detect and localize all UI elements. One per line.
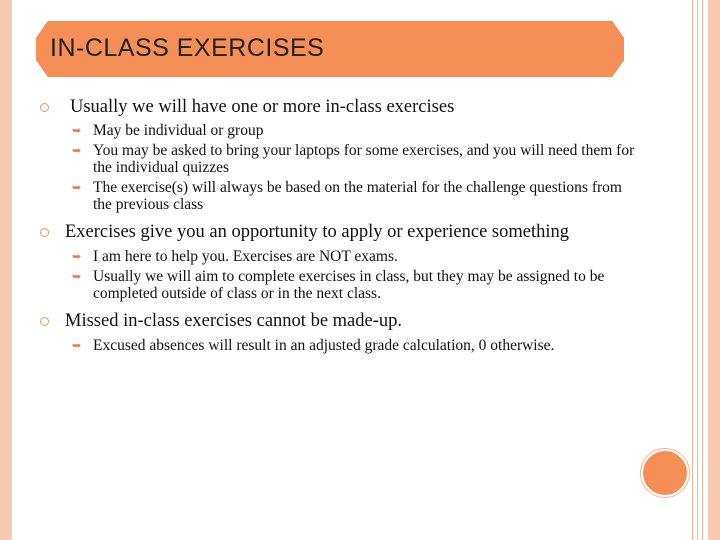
bullet-item [40,96,640,118]
sub-bullet-item [40,142,640,176]
bullet-text: Missed in-class exercises cannot be made-up. [65,311,403,331]
arrow-bullet-icon: ➥ [72,271,82,283]
hollow-circle-icon [40,317,49,326]
sub-bullet-text: You may be asked to bring your laptops for some exercises, and you will need them for the individual quizzes [93,142,635,176]
bullet-list [40,96,640,354]
arrow-bullet-icon: ➥ [72,125,82,137]
sub-bullet-item [40,337,640,354]
right-border-decoration [708,0,720,540]
bullet-item [40,310,640,332]
arrow-bullet-icon: ➥ [72,340,82,352]
right-border-line [692,0,693,540]
sub-bullet-text: Usually we will aim to complete exercises in class, but they may be assigned to be completed outside of class or in the next class. [93,268,605,302]
left-border-decoration [0,0,12,540]
hollow-circle-icon [40,228,49,237]
bullet-text: Exercises give you an opportunity to apply or experience something [65,222,569,242]
sub-bullet-item [40,179,640,213]
arrow-bullet-icon: ➥ [72,145,82,157]
right-border-line [697,0,698,540]
slide-title: IN-CLASS EXERCISES [50,34,325,62]
sub-bullet-text: Excused absences will result in an adjusted grade calculation, 0 otherwise. [93,337,555,354]
arrow-bullet-icon: ➥ [72,182,82,194]
sub-bullet-item [40,248,640,265]
arrow-bullet-icon: ➥ [72,251,82,263]
sub-bullet-text: The exercise(s) will always be based on the material for the challenge questions from the previous class [93,179,622,213]
hollow-circle-icon [40,103,49,112]
sub-bullet-text: May be individual or group [93,122,264,139]
sub-bullet-text: I am here to help you. Exercises are NOT exams. [93,248,398,265]
bullet-text: Usually we will have one or more in-class exercises [70,97,455,117]
sub-bullet-item [40,268,640,302]
right-border-line [702,0,703,540]
bullet-item [40,221,640,243]
corner-circle-decoration [641,449,689,497]
sub-bullet-item [40,122,640,139]
